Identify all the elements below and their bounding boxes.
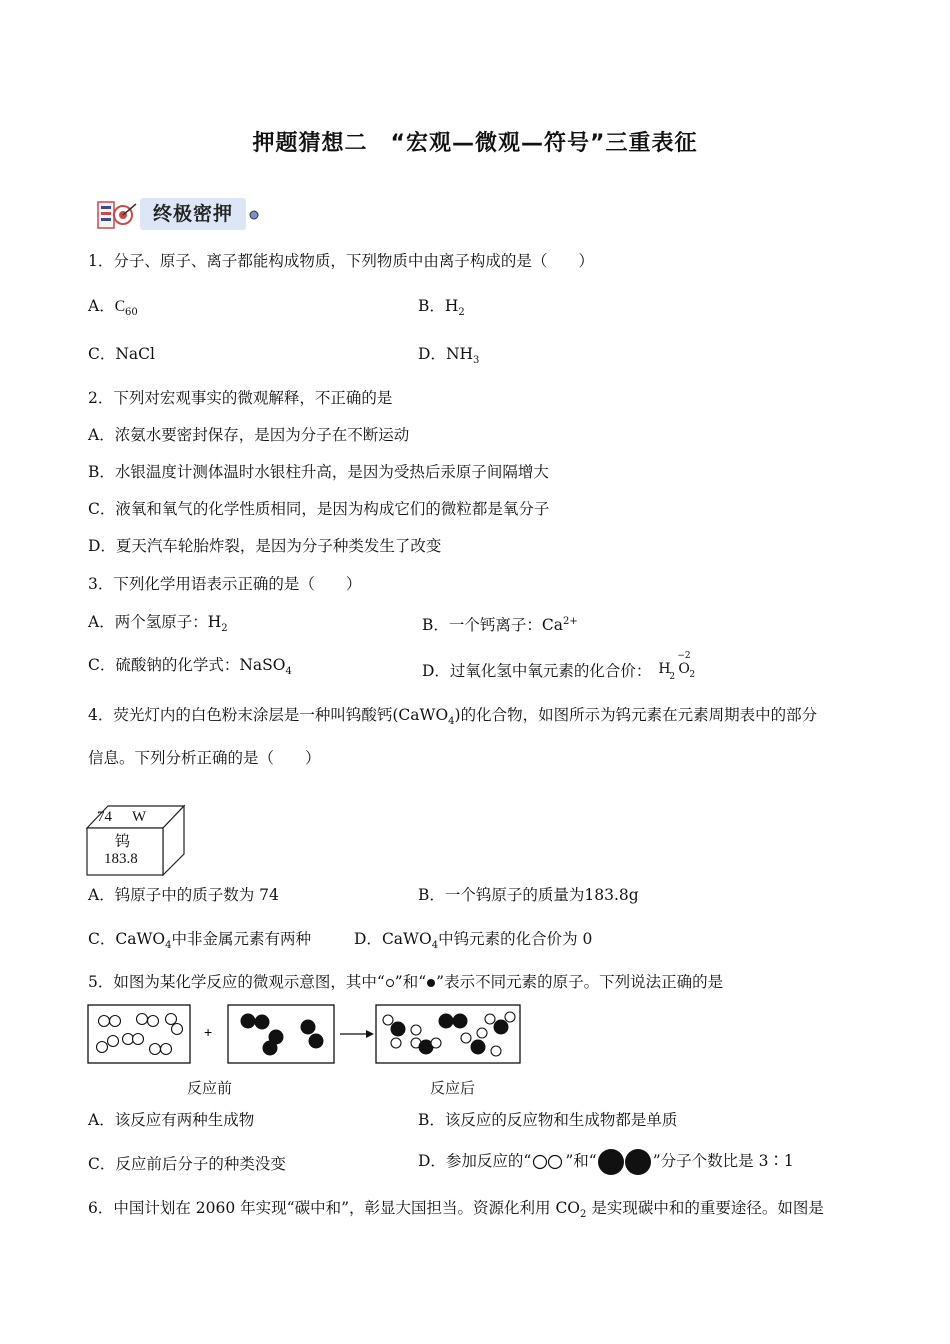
q4-stem-line1: 4．荧光灯内的白色粉末涂层是一种叫钨酸钙(CaWO$_4$)的化合物，如图所示为钨元素在元素周期表中的部分 xyxy=(88,706,818,728)
atomic-mass: 183.8 xyxy=(104,851,138,867)
q1-option-d: D．$NH_3$ xyxy=(418,345,480,367)
q3-option-a: A．两个氢原子：$H_2$ xyxy=(88,613,228,635)
q2-option-d: D．夏天汽车轮胎炸裂，是因为分子种类发生了改变 xyxy=(88,537,442,555)
section-badge-label: 终极密押 xyxy=(140,198,246,230)
q5-stem: 5．如图为某化学反应的微观示意图，其中“ ”和“ ”表示不同元素的原子。下列说法正确的是 xyxy=(88,973,724,991)
reaction-diagram xyxy=(86,1003,526,1067)
q4-option-b: B．一个钨原子的质量为183.8g xyxy=(418,886,639,904)
page-title: 押题猜想二 “宏观—微观—符号”三重表征 xyxy=(252,131,698,156)
black-atom-icon xyxy=(426,978,436,988)
section-badge xyxy=(96,198,260,232)
q2-stem: 2．下列对宏观事实的微观解释，不正确的是 xyxy=(88,389,393,407)
q4-option-c: C．CaWO$_4$中非金属元素有两种 xyxy=(88,930,312,952)
plus-sign: + xyxy=(204,1024,213,1040)
label-after: 反应后 xyxy=(430,1079,476,1097)
white-molecule-icon xyxy=(531,1154,565,1170)
black-molecule-icon xyxy=(597,1148,653,1176)
peroxide-formula: H 2 O 2 −2 xyxy=(658,651,696,682)
q5-option-b: B．该反应的反应物和生成物都是单质 xyxy=(418,1111,678,1129)
dot-icon xyxy=(248,209,260,221)
q4-option-d: D．CaWO$_4$中钨元素的化合价为 0 xyxy=(354,930,593,952)
element-name: 钨 xyxy=(115,832,131,850)
q2-option-c: C．液氧和氧气的化学性质相同，是因为构成它们的微粒都是氧分子 xyxy=(88,500,550,518)
q1-option-a: A．$C_{60}$ xyxy=(88,297,138,319)
q3-stem: 3．下列化学用语表示正确的是（ ） xyxy=(88,575,362,593)
q1-option-b: B．$H_2$ xyxy=(418,297,465,319)
q4-stem-line2: 信息。下列分析正确的是（ ） xyxy=(88,749,321,767)
q3-option-c: C．硫酸钠的化学式：NaSO$_4$ xyxy=(88,656,292,678)
q4-option-a: A．钨原子中的质子数为 74 xyxy=(88,886,279,904)
label-before: 反应前 xyxy=(187,1079,233,1097)
q5-option-c: C．反应前后分子的种类没变 xyxy=(88,1155,286,1173)
atomic-number: 74 xyxy=(97,809,112,825)
q2-option-b: B．水银温度计测体温时水银柱升高，是因为受热后汞原子间隔增大 xyxy=(88,463,549,481)
q1-stem: 1．分子、原子、离子都能构成物质，下列物质中由离子构成的是（ ） xyxy=(88,252,594,270)
q1-option-c: C．NaCl xyxy=(88,345,155,363)
q5-option-a: A．该反应有两种生成物 xyxy=(88,1111,255,1129)
q2-option-a: A．浓氨水要密封保存，是因为分子在不断运动 xyxy=(88,426,410,444)
q6-stem: 6．中国计划在 2060 年实现“碳中和”，彰显大国担当。资源化利用 $CO_2$ 是实现碳中和的重要途径。如图是 xyxy=(88,1199,824,1221)
q3-option-b: B．一个钙离子：$Ca^{2+}$ xyxy=(422,616,578,635)
white-atom-icon xyxy=(385,978,395,988)
q5-option-d: D．参加反应的“ ”和“ ”分子个数比是 3∶1 xyxy=(418,1146,794,1176)
element-symbol: W xyxy=(132,809,147,825)
q3-option-d: D．过氧化氢中氧元素的化合价： H 2 O 2 −2 xyxy=(422,654,704,682)
arrow-head xyxy=(366,1030,374,1038)
target-icon xyxy=(96,198,140,232)
tungsten-element-cell xyxy=(86,804,186,876)
